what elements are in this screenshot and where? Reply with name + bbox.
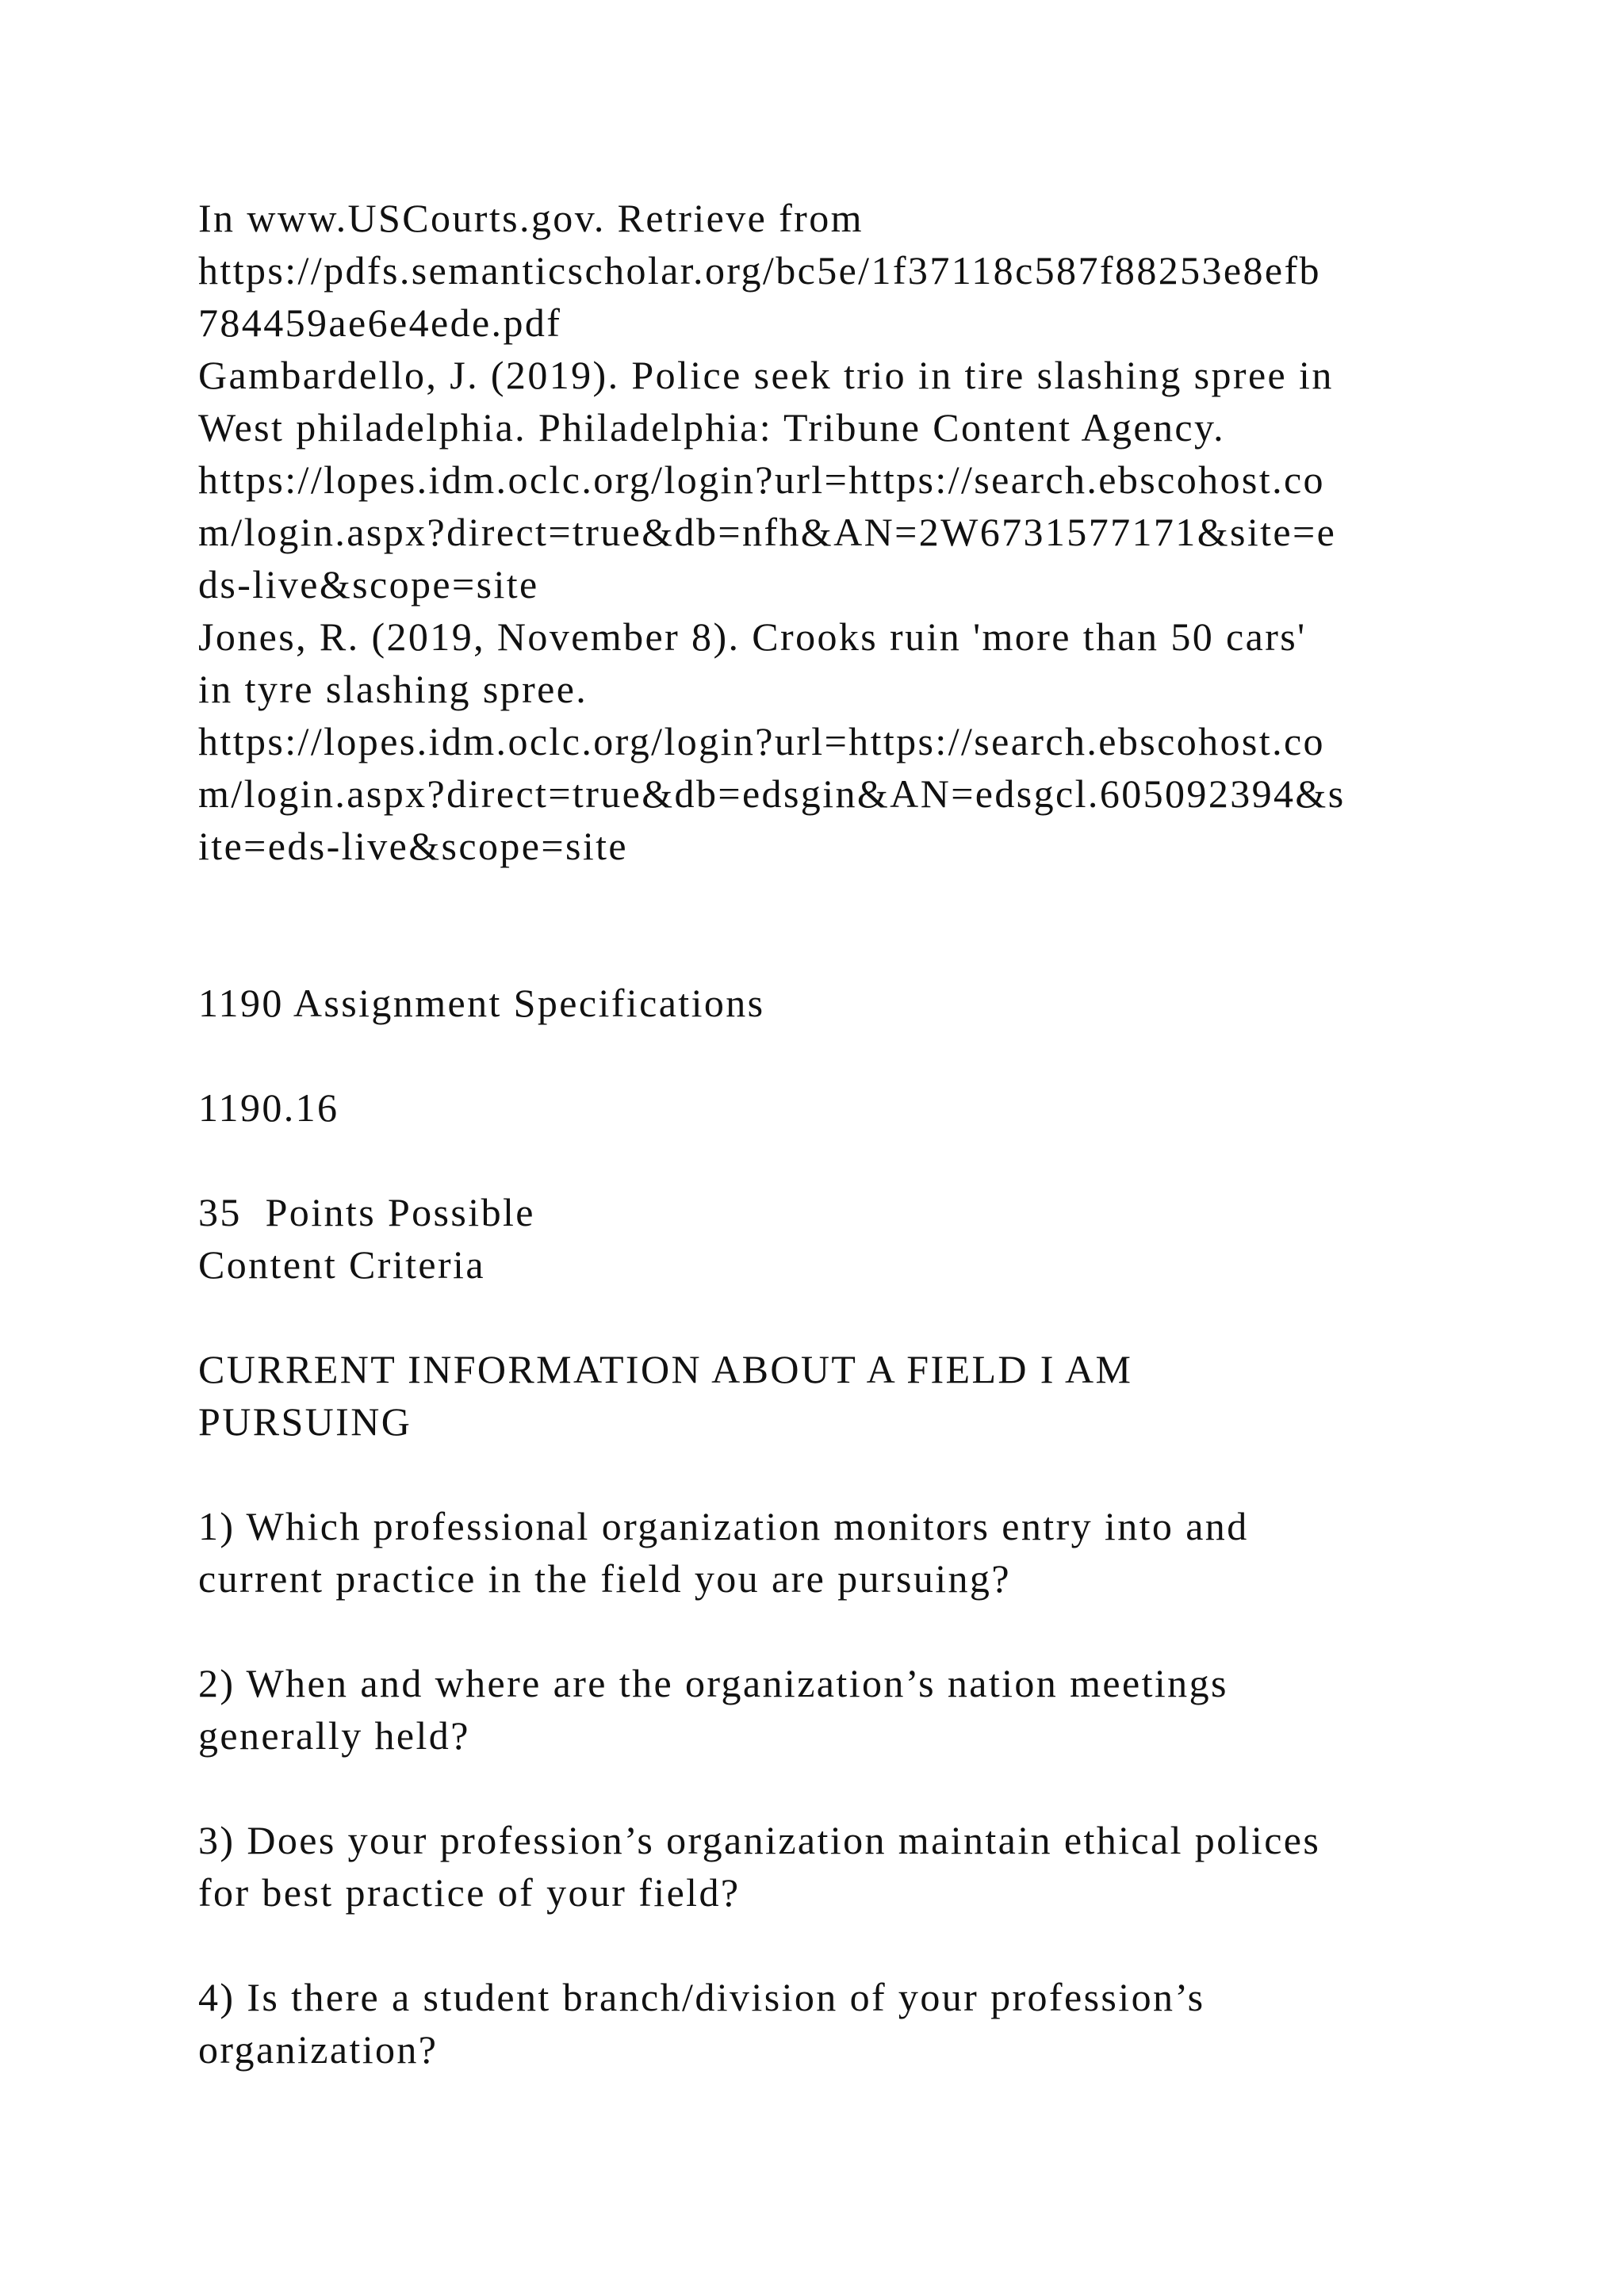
reference-url-line: m/login.aspx?direct=true&db=nfh&AN=2W6731577171&site=e bbox=[198, 510, 1337, 554]
spacer bbox=[198, 1029, 1435, 1081]
question-line: current practice in the field you are pursuing? bbox=[198, 1556, 1011, 1601]
question-line: 3) Does your profession’s organization maintain ethical polices bbox=[198, 1818, 1321, 1862]
spacer bbox=[198, 1448, 1435, 1500]
spacer bbox=[198, 1762, 1435, 1814]
section-spacer bbox=[198, 872, 1435, 977]
assignment-title: 1190 Assignment Specifications bbox=[198, 981, 765, 1025]
question-line: 4) Is there a student branch/division of your profession’s bbox=[198, 1975, 1205, 2019]
reference-url-line: https://pdfs.semanticscholar.org/bc5e/1f37118c587f88253e8efb bbox=[198, 248, 1321, 293]
section-heading bbox=[198, 1343, 1435, 1448]
reference-line: West philadelphia. Philadelphia: Tribune Content Agency. bbox=[198, 405, 1226, 450]
question-line: for best practice of your field? bbox=[198, 1870, 741, 1915]
reference-url-line: 784459ae6e4ede.pdf bbox=[198, 300, 562, 345]
question-3 bbox=[198, 1814, 1435, 1919]
assignment-number: 1190.16 bbox=[198, 1085, 339, 1130]
reference-gambardello bbox=[198, 349, 1435, 610]
spacer bbox=[198, 1605, 1435, 1657]
question-line: organization? bbox=[198, 2027, 439, 2072]
spacer bbox=[198, 1919, 1435, 1971]
document-page bbox=[198, 192, 1435, 2076]
reference-url-line: https://lopes.idm.oclc.org/login?url=https://search.ebscohost.co bbox=[198, 457, 1325, 502]
reference-jones bbox=[198, 610, 1435, 872]
reference-line: Jones, R. (2019, November 8). Crooks ruin 'more than 50 cars' bbox=[198, 614, 1307, 659]
section-heading-line: PURSUING bbox=[198, 1399, 412, 1444]
content-criteria: Content Criteria bbox=[198, 1242, 485, 1287]
reference-url-line: https://lopes.idm.oclc.org/login?url=https://search.ebscohost.co bbox=[198, 719, 1325, 763]
reference-line: Gambardello, J. (2019). Police seek trio in tire slashing spree in bbox=[198, 353, 1334, 397]
points-possible: 35 Points Possible bbox=[198, 1190, 535, 1234]
question-line: 1) Which professional organization monitors entry into and bbox=[198, 1504, 1249, 1548]
question-4 bbox=[198, 1971, 1435, 2076]
question-2 bbox=[198, 1657, 1435, 1762]
reference-line: in tyre slashing spree. bbox=[198, 667, 588, 711]
reference-line: In www.USCourts.gov. Retrieve from bbox=[198, 196, 864, 240]
reference-url-line: ds-live&scope=site bbox=[198, 562, 539, 607]
section-heading-line: CURRENT INFORMATION ABOUT A FIELD I AM bbox=[198, 1347, 1133, 1391]
reference-url-line: ite=eds-live&scope=site bbox=[198, 824, 629, 868]
reference-uscourts bbox=[198, 192, 1435, 349]
spacer bbox=[198, 1291, 1435, 1343]
question-1 bbox=[198, 1500, 1435, 1605]
reference-url-line: m/login.aspx?direct=true&db=edsgin&AN=edsgcl.605092394&s bbox=[198, 771, 1346, 816]
question-line: 2) When and where are the organization’s nation meetings bbox=[198, 1661, 1228, 1705]
question-line: generally held? bbox=[198, 1713, 470, 1758]
spacer bbox=[198, 1134, 1435, 1186]
